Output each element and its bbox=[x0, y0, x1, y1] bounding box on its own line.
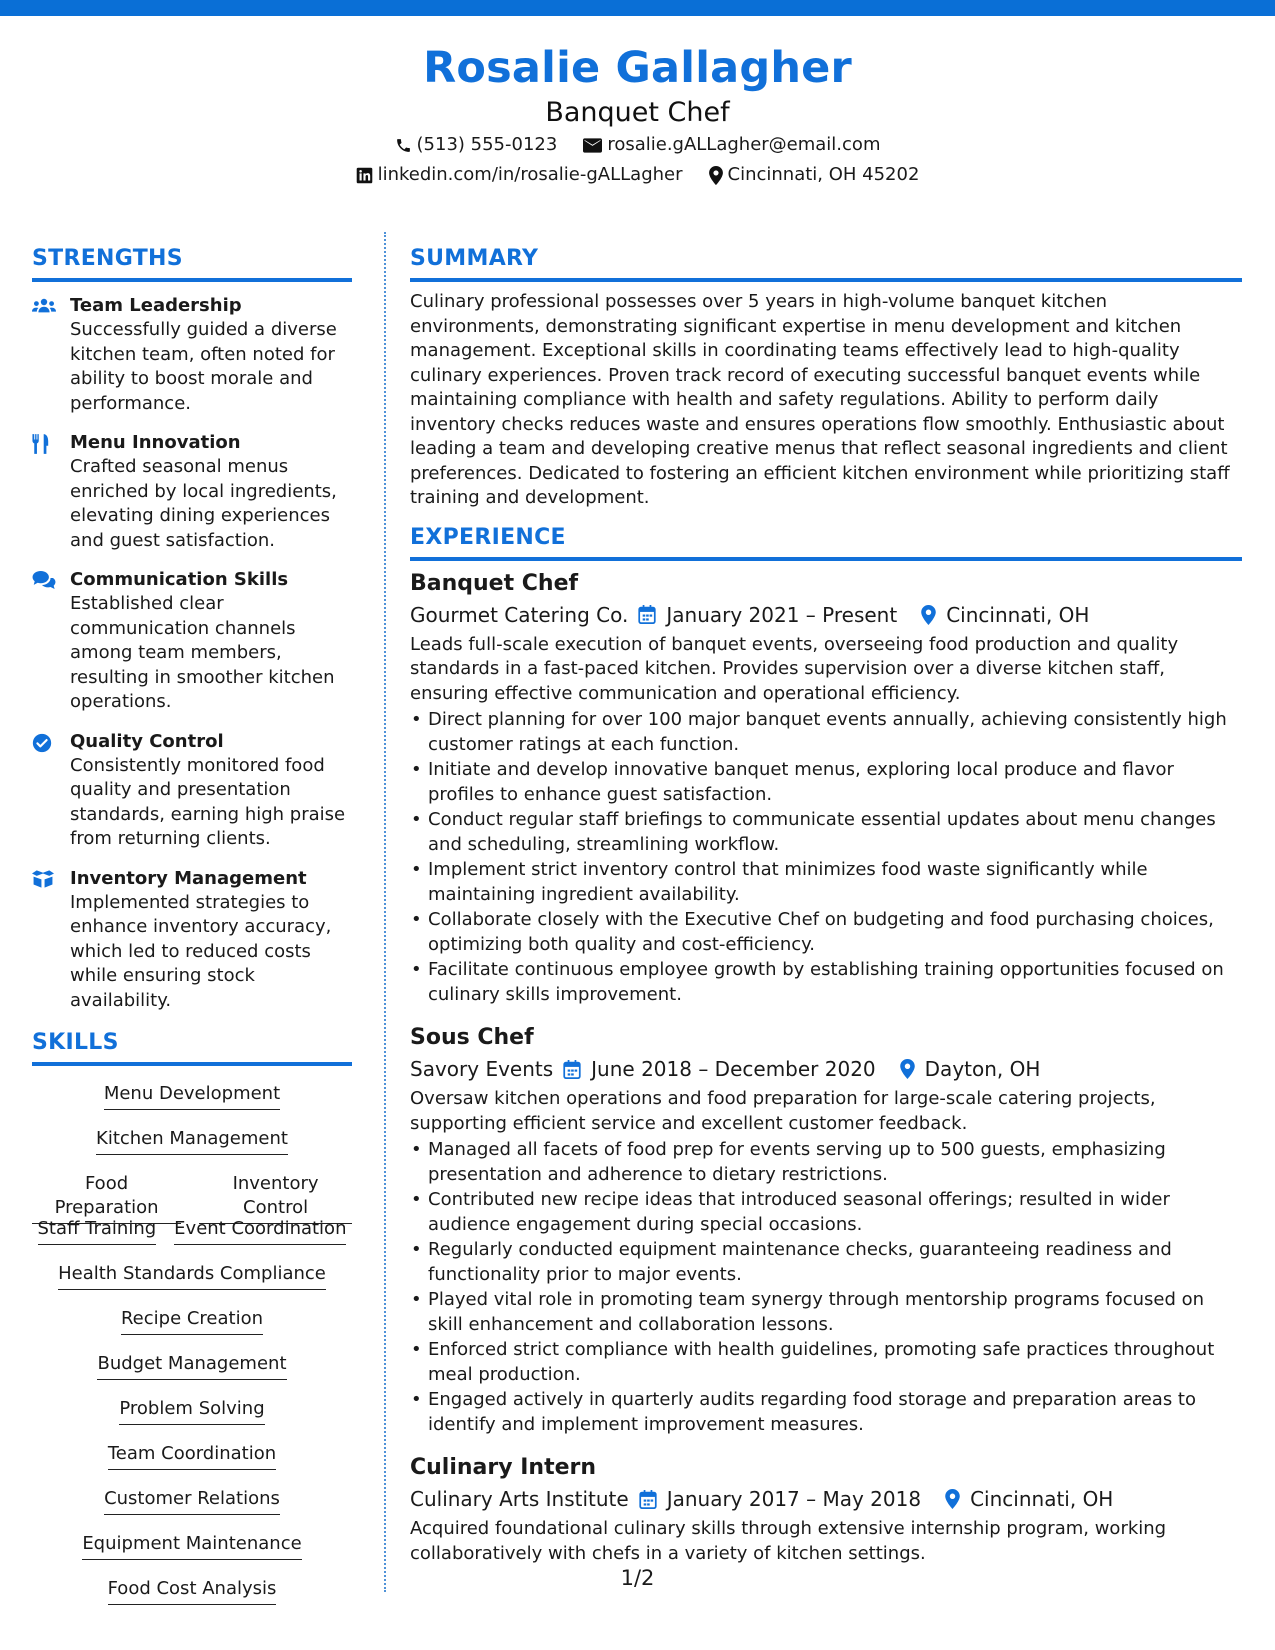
job-description: Oversaw kitchen operations and food preparation for large-scale catering projects, supporting efficient service and excellent customer feedback. bbox=[410, 1088, 1156, 1134]
skill-tag: Event Coordination bbox=[174, 1217, 346, 1245]
candidate-name: Rosalie Gallagher bbox=[423, 43, 852, 93]
skill-tag: Team Coordination bbox=[108, 1442, 276, 1470]
skill-row bbox=[32, 1299, 352, 1344]
linkedin-contact[interactable] bbox=[356, 160, 683, 190]
skill-row bbox=[32, 1164, 352, 1218]
job-dates: January 2021 – Present bbox=[666, 602, 898, 627]
phone-text: (513) 555-0123 bbox=[416, 134, 558, 155]
strength-title: Menu Innovation bbox=[70, 432, 241, 453]
job-meta bbox=[410, 1483, 1242, 1515]
strength-desc: Established clear communication channels among team members, resulting in smoother kitchen operations. bbox=[70, 593, 335, 712]
phone-icon bbox=[395, 137, 412, 154]
job-location: Dayton, OH bbox=[924, 1057, 1041, 1081]
email-text: rosalie.gALLagher@email.com bbox=[607, 134, 881, 155]
column-divider bbox=[384, 232, 386, 1592]
summary-text: Culinary professional possesses over 5 years in high-volume banquet kitchen environments, demonstrating significant expertise in menu development and kitchen management. Exceptional skills in coordinating teams effectively lead to high-quality culinary experiences. Proven track record of executing successful banquet events while maintaining compliance with health and safety regulations. Ability to perform daily inventory checks reduces waste and ensures operations flow smoothly. Enthusiastic about leading a team and developing creative menus that reflect seasonal ingredients and client preferences. Dedicated to fostering an efficient kitchen environment while prioritizing staff training and development. bbox=[410, 291, 1230, 508]
check-circle-icon bbox=[32, 733, 52, 753]
job-title: Banquet Chef bbox=[410, 570, 579, 596]
bullet-item: • Initiate and develop innovative banquet menus, exploring local produce and flavor profiles to enhance guest satisfaction. bbox=[410, 758, 1242, 807]
envelope-icon bbox=[583, 138, 602, 153]
skill-row bbox=[32, 1344, 352, 1389]
job-location: Cincinnati, OH bbox=[946, 602, 1090, 627]
bullet-item: • Conduct regular staff briefings to communicate essential updates about menu changes and scheduling, streamlining workflow. bbox=[410, 808, 1242, 857]
candidate-title: Banquet Chef bbox=[545, 97, 730, 128]
job-description: Acquired foundational culinary skills through extensive internship program, working collaboratively with chefs in a variety of kitchen settings. bbox=[410, 1518, 1167, 1564]
skill-row bbox=[32, 1524, 352, 1569]
page-number: 1/2 bbox=[620, 1566, 655, 1590]
users-icon bbox=[32, 297, 56, 315]
bullet-item: • Enforced strict compliance with health guidelines, promoting safe practices throughout meal production. bbox=[410, 1338, 1242, 1387]
skill-tag: Inventory Control bbox=[199, 1172, 352, 1224]
strength-desc: Consistently monitored food quality and presentation standards, earning high praise from returning clients. bbox=[70, 754, 346, 849]
strength-item bbox=[32, 431, 352, 553]
bullet-item: • Engaged actively in quarterly audits regarding food storage and preparation areas to identify and implement improvement measures. bbox=[410, 1388, 1242, 1437]
skill-tag: Food Preparation bbox=[32, 1172, 181, 1224]
job-entry bbox=[410, 1453, 1242, 1566]
bullet-item: • Contributed new recipe ideas that introduced seasonal offerings; resulted in wider audience engagement during special occasions. bbox=[410, 1188, 1242, 1237]
job-bullets bbox=[410, 1138, 1242, 1437]
job-company: Gourmet Catering Co. bbox=[410, 602, 629, 627]
strength-item bbox=[32, 867, 352, 1014]
job-title: Sous Chef bbox=[410, 1025, 534, 1050]
skills-list bbox=[32, 1074, 352, 1614]
skill-tag: Health Standards Compliance bbox=[58, 1262, 326, 1290]
job-dates: June 2018 – December 2020 bbox=[591, 1057, 876, 1081]
job-meta bbox=[410, 1053, 1242, 1085]
strength-title: Communication Skills bbox=[70, 569, 289, 590]
strength-title: Team Leadership bbox=[70, 295, 242, 316]
map-pin-icon bbox=[709, 166, 723, 185]
bullet-item: • Direct planning for over 100 major banquet events annually, achieving consistently high customer ratings at each function. bbox=[410, 708, 1242, 757]
summary-heading: SUMMARY bbox=[410, 244, 1242, 282]
calendar-icon bbox=[639, 1490, 657, 1509]
location-text: Cincinnati, OH 45202 bbox=[727, 164, 920, 185]
job-description: Leads full-scale execution of banquet events, overseeing food production and quality standards in a fast-paced kitchen. Provides supervision over a diverse kitchen staff, ensuring effective communication and operational efficiency. bbox=[410, 633, 1179, 704]
strengths-heading: STRENGTHS bbox=[32, 244, 352, 282]
strength-desc: Crafted seasonal menus enriched by local ingredients, elevating dining experiences and guest satisfaction. bbox=[70, 456, 337, 551]
bullet-item: • Regularly conducted equipment maintenance checks, guaranteeing readiness and functionality prior to major events. bbox=[410, 1238, 1242, 1287]
strength-item bbox=[32, 568, 352, 715]
linkedin-icon bbox=[356, 167, 373, 184]
phone-contact[interactable] bbox=[395, 130, 558, 160]
job-entry bbox=[410, 569, 1242, 1008]
skill-row bbox=[32, 1479, 352, 1524]
comments-icon bbox=[32, 571, 56, 589]
top-accent-bar bbox=[0, 0, 1275, 16]
skill-row bbox=[32, 1119, 352, 1164]
skill-tag: Budget Management bbox=[97, 1352, 286, 1380]
skill-tag: Recipe Creation bbox=[121, 1307, 263, 1335]
resume-header bbox=[0, 40, 1275, 190]
skill-tag: Staff Training bbox=[38, 1217, 157, 1245]
boxes-icon bbox=[32, 870, 54, 888]
map-pin-icon bbox=[921, 605, 936, 625]
skill-row bbox=[32, 1254, 352, 1299]
bullet-item: • Managed all facets of food prep for events serving up to 500 guests, emphasizing presentation and adherence to dietary restrictions. bbox=[410, 1138, 1242, 1187]
right-column bbox=[410, 244, 1242, 1566]
strength-desc: Successfully guided a diverse kitchen team, often noted for ability to boost morale and performance. bbox=[70, 319, 337, 414]
job-company: Savory Events bbox=[410, 1057, 554, 1081]
experience-heading: EXPERIENCE bbox=[410, 523, 1242, 561]
job-meta bbox=[410, 599, 1242, 631]
skill-tag: Customer Relations bbox=[104, 1487, 280, 1515]
skill-tag: Equipment Maintenance bbox=[82, 1532, 301, 1560]
bullet-item: • Implement strict inventory control that minimizes food waste significantly while maintaining ingredient availability. bbox=[410, 858, 1242, 907]
job-company: Culinary Arts Institute bbox=[410, 1487, 629, 1511]
strengths-list bbox=[32, 294, 352, 1013]
skill-row bbox=[32, 1389, 352, 1434]
map-pin-icon bbox=[945, 1489, 960, 1509]
job-bullets bbox=[410, 708, 1242, 1007]
skill-row bbox=[32, 1434, 352, 1479]
skill-row bbox=[32, 1074, 352, 1119]
skill-tag: Menu Development bbox=[104, 1082, 280, 1110]
skill-tag: Food Cost Analysis bbox=[108, 1577, 277, 1605]
strength-item bbox=[32, 730, 352, 852]
contact-row-1 bbox=[0, 130, 1275, 160]
skill-tag: Problem Solving bbox=[119, 1397, 264, 1425]
strength-item bbox=[32, 294, 352, 416]
job-title: Culinary Intern bbox=[410, 1455, 597, 1480]
linkedin-text: linkedin.com/in/rosalie-gALLagher bbox=[377, 164, 683, 185]
calendar-icon bbox=[638, 605, 656, 624]
contact-row-2 bbox=[0, 160, 1275, 190]
strength-title: Inventory Management bbox=[70, 867, 307, 889]
skill-tag: Kitchen Management bbox=[96, 1127, 288, 1155]
job-entry bbox=[410, 1023, 1242, 1437]
left-column bbox=[32, 244, 352, 1614]
calendar-icon bbox=[563, 1060, 581, 1079]
skills-heading: SKILLS bbox=[32, 1028, 352, 1066]
bullet-item: • Played vital role in promoting team synergy through mentorship programs focused on skill enhancement and collaboration lessons. bbox=[410, 1288, 1242, 1337]
utensils-icon bbox=[32, 434, 50, 454]
bullet-item: • Collaborate closely with the Executive Chef on budgeting and food purchasing choices, optimizing both quality and cost-efficiency. bbox=[410, 908, 1242, 957]
map-pin-icon bbox=[900, 1059, 915, 1079]
strength-title: Quality Control bbox=[70, 730, 224, 752]
job-dates: January 2017 – May 2018 bbox=[666, 1487, 922, 1511]
location-contact bbox=[709, 160, 920, 190]
job-location: Cincinnati, OH bbox=[970, 1487, 1114, 1511]
bullet-item: • Facilitate continuous employee growth by establishing training opportunities focused on culinary skills improvement. bbox=[410, 958, 1242, 1007]
email-contact[interactable] bbox=[583, 130, 880, 160]
strength-desc: Implemented strategies to enhance inventory accuracy, which led to reduced costs while ensuring stock availability. bbox=[70, 891, 332, 1011]
